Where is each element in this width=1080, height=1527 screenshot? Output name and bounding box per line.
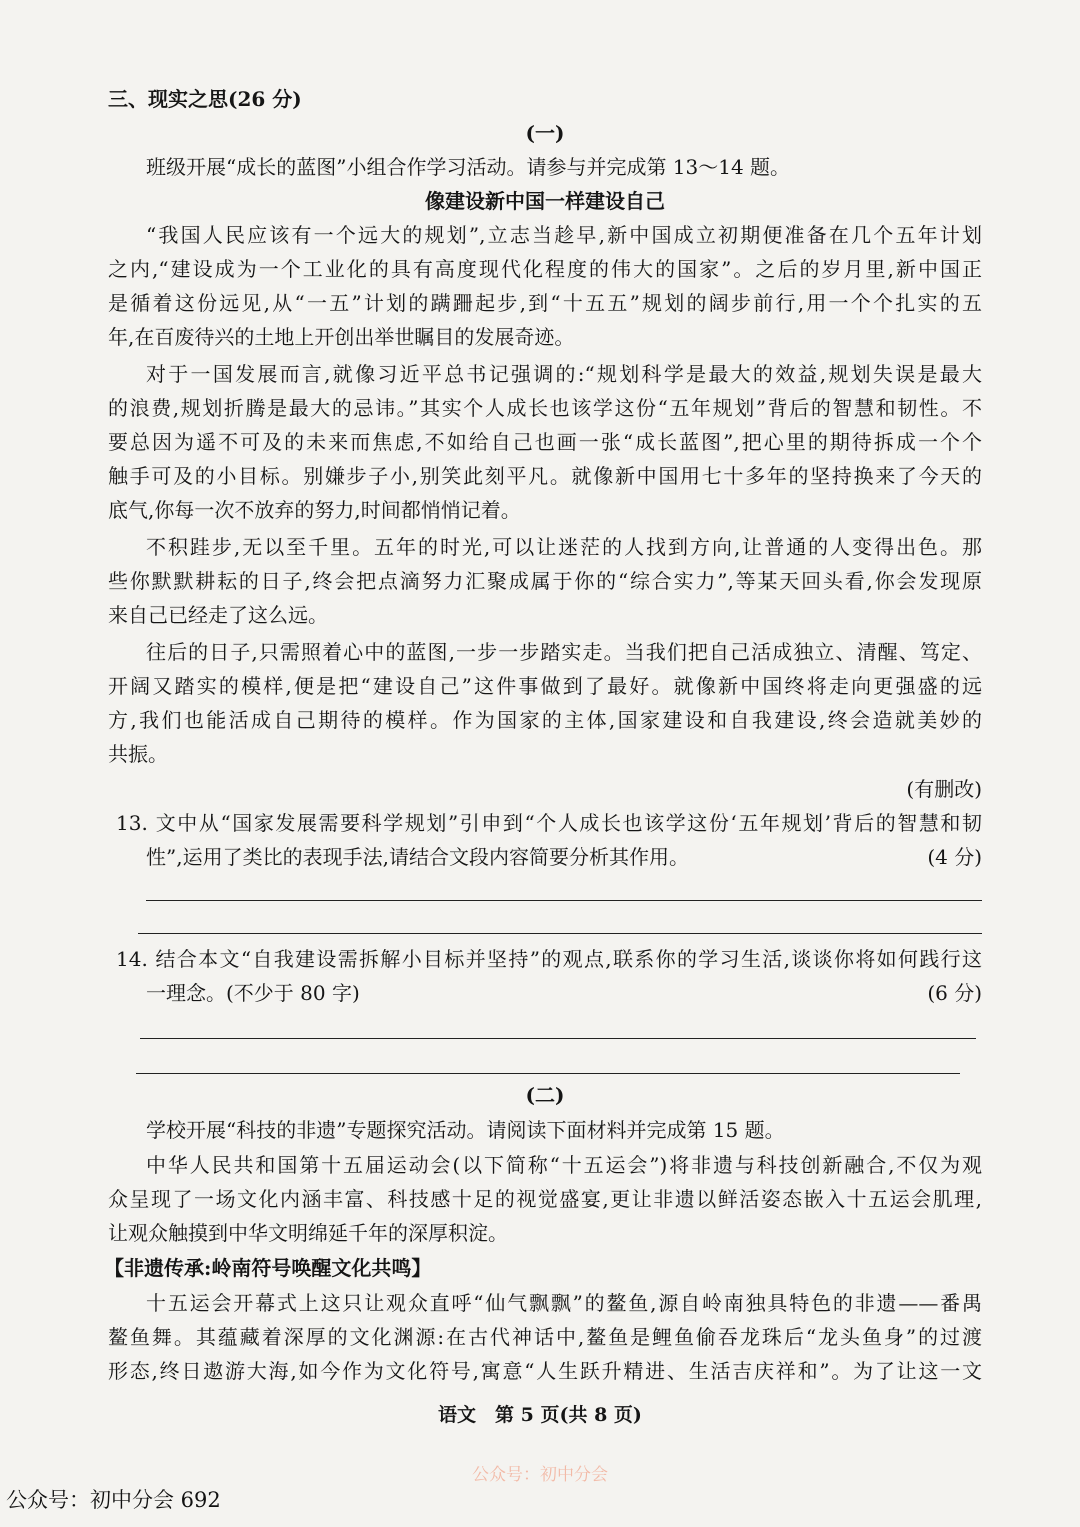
edit-note: (有删改) (906, 777, 982, 801)
answer-line[interactable] (140, 1038, 976, 1039)
paragraph-line: 往后的日子,只需照着心中的蓝图,一步一步踏实走。当我们把自己活成独立、清醒、笃定、 (146, 640, 982, 664)
paragraph-line: 让观众触摸到中华文明绵延千年的深厚积淀。 (108, 1221, 508, 1245)
paragraph-line: 中华人民共和国第十五届运动会(以下简称“十五运会”)将非遗与科技创新融合,不仅为观 (146, 1153, 982, 1177)
paragraph-line: 对于一国发展而言,就像习近平总书记强调的:“规划科学是最大的效益,规划失误是最大 (146, 362, 982, 386)
paragraph-line: 底气,你每一次不放弃的努力,时间都悄悄记着。 (108, 498, 521, 522)
answer-line[interactable] (136, 1073, 960, 1074)
paragraph-line: 鳌鱼舞。其蕴藏着深厚的文化渊源:在古代神话中,鳌鱼是鲤鱼偷吞龙珠后“龙头鱼身”的过渡 (108, 1325, 982, 1349)
paragraph-line: 是循着这份远见,从“一五”计划的蹒跚起步,到“十五五”规划的阔步前行,用一个个扎实的五 (108, 291, 982, 315)
question-14-line1: 14. 结合本文“自我建设需拆解小目标并坚持”的观点,联系你的学习生活,谈谈你将如何践行这 (116, 947, 982, 971)
article-title: 像建设新中国一样建设自己 (425, 189, 665, 213)
paragraph-line: “我国人民应该有一个远大的规划”,立志当趁早,新中国成立初期便准备在几个五年计划 (146, 223, 982, 247)
paragraph-line: 方,我们也能活成自己期待的模样。作为国家的主体,国家建设和自我建设,终会造就美妙的 (108, 708, 982, 732)
paragraph-line: 要总因为遥不可及的未来而焦虑,不如给自己也画一张“成长蓝图”,把心里的期待拆成一个个 (108, 430, 982, 454)
watermark-center: 公众号：初中分会 (472, 1465, 608, 1485)
section-title: 三、现实之思(26 分) (108, 87, 302, 111)
part1-heading: (一) (525, 121, 565, 145)
page-footer: 语文 第 5 页(共 8 页) (438, 1404, 642, 1426)
question-14-line2: 一理念。(不少于 80 字) (146, 981, 360, 1005)
part2-heading: (二) (525, 1083, 565, 1107)
paragraph-line: 众呈现了一场文化内涵丰富、科技感十足的视觉盛宴,更让非遗以鲜活姿态嵌入十五运会肌理, (108, 1187, 982, 1211)
part2-subheading: 【非遗传承:岭南符号唤醒文化共鸣】 (104, 1256, 432, 1280)
question-13-line2: 性”,运用了类比的表现手法,请结合文段内容简要分析其作用。 (146, 845, 689, 869)
paragraph-line: 年,在百废待兴的土地上开创出举世瞩目的发展奇迹。 (108, 325, 575, 349)
question-14-score: (6 分) (927, 981, 982, 1005)
paragraph-line: 十五运会开幕式上这只让观众直呼“仙气飘飘”的鳌鱼,源自岭南独具特色的非遗——番禺 (146, 1291, 982, 1315)
answer-line[interactable] (146, 900, 982, 901)
paragraph-line: 共振。 (108, 742, 168, 766)
question-13-score: (4 分) (927, 845, 982, 869)
paragraph-line: 触手可及的小目标。别嫌步子小,别笑此刻平凡。就像新中国用七十多年的坚持换来了今天的 (108, 464, 982, 488)
paragraph-line: 的浪费,规划折腾是最大的忌讳。”其实个人成长也该学这份“五年规划”背后的智慧和韧性。不 (108, 396, 982, 420)
watermark-left: 公众号：初中分会 692 (6, 1488, 221, 1512)
question-13-line1: 13. 文中从“国家发展需要科学规划”引申到“个人成长也该学这份‘五年规划’背后的智慧和韧 (116, 811, 982, 835)
part2-intro: 学校开展“科技的非遗”专题探究活动。请阅读下面材料并完成第 15 题。 (146, 1118, 785, 1142)
answer-line[interactable] (138, 933, 982, 934)
paragraph-line: 开阔又踏实的模样,便是把“建设自己”这件事做到了最好。就像新中国终将走向更强盛的远 (108, 674, 982, 698)
paragraph-line: 之内,“建设成为一个工业化的具有高度现代化程度的伟大的国家”。之后的岁月里,新中国正 (108, 257, 982, 281)
paragraph-line: 来自己已经走了这么远。 (108, 603, 328, 627)
paragraph-line: 不积跬步,无以至千里。五年的时光,可以让迷茫的人找到方向,让普通的人变得出色。那 (146, 535, 982, 559)
paragraph-line: 形态,终日遨游大海,如今作为文化符号,寓意“人生跃升精进、生活吉庆祥和”。为了让这一文 (108, 1359, 982, 1383)
part1-intro: 班级开展“成长的蓝图”小组合作学习活动。请参与并完成第 13～14 题。 (146, 155, 791, 179)
paragraph-line: 些你默默耕耘的日子,终会把点滴努力汇聚成属于你的“综合实力”,等某天回头看,你会发现原 (108, 569, 982, 593)
